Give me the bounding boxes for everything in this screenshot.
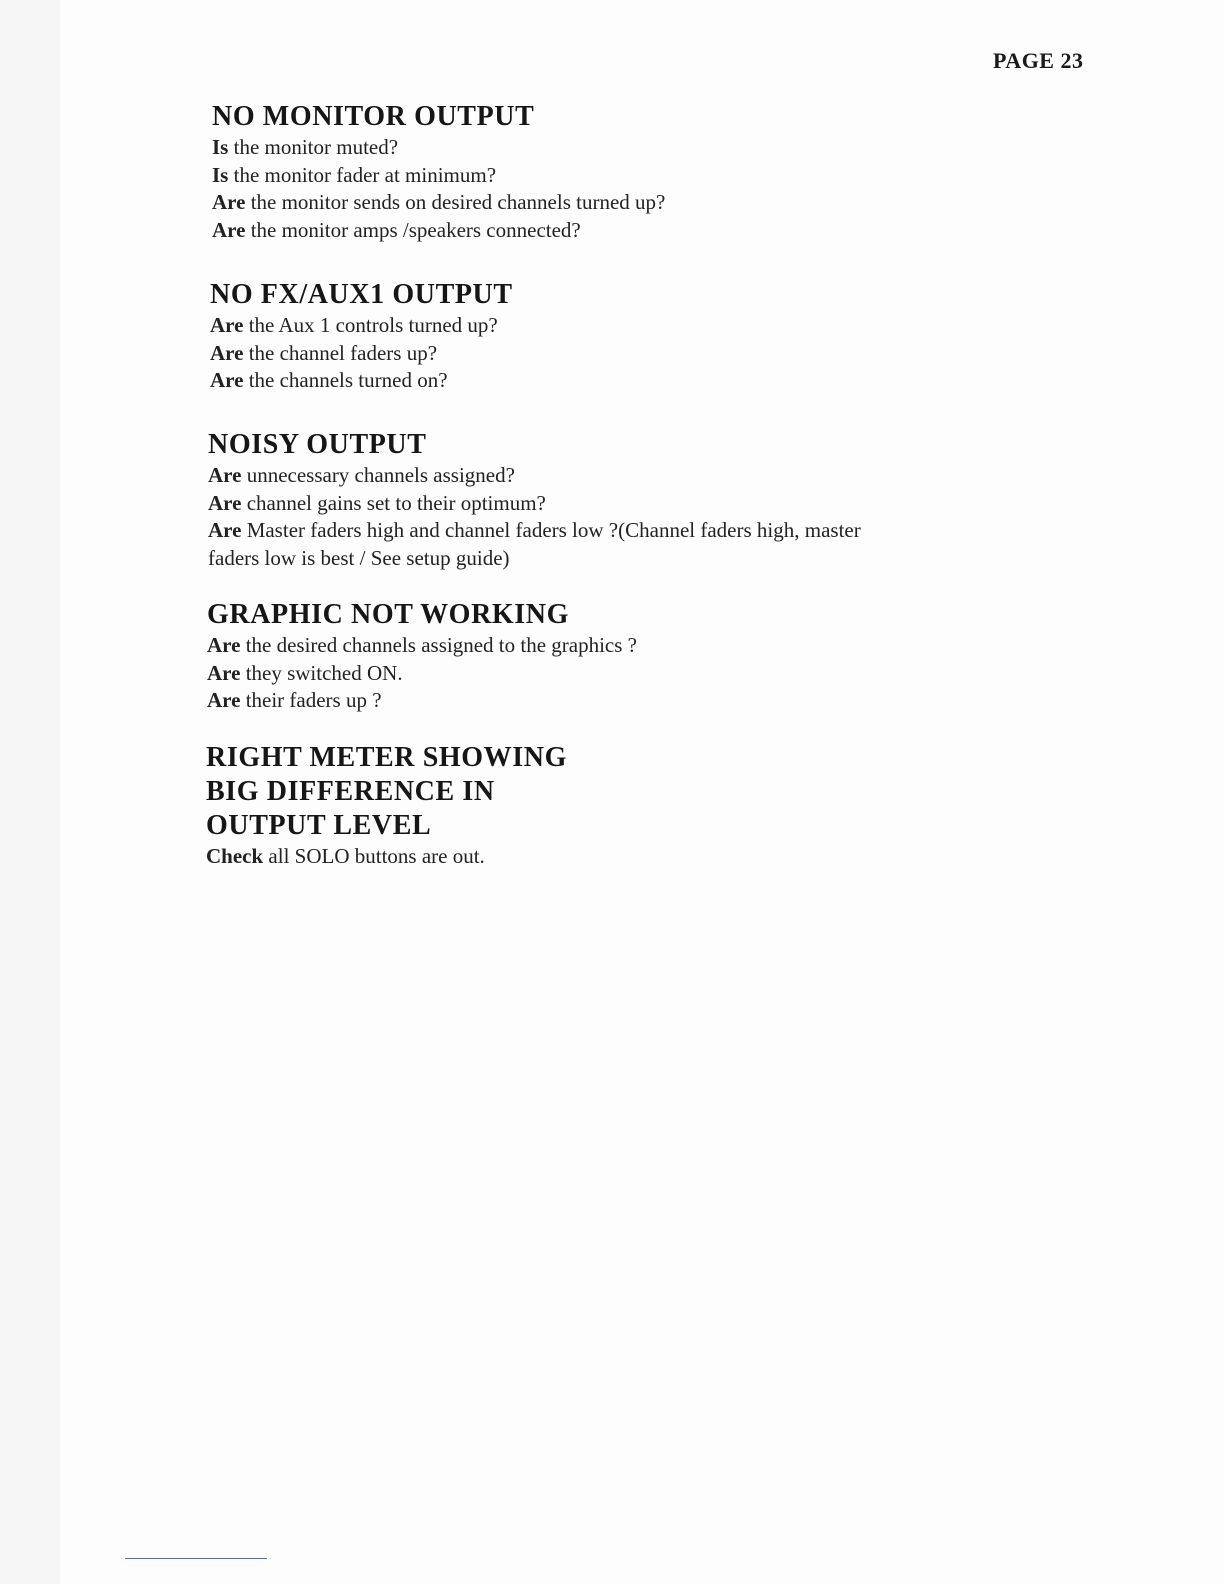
checklist-item: Are the monitor amps /speakers connected? [212,217,581,242]
section-heading: NO MONITOR OUTPUT [212,101,535,132]
checklist-item: Is the monitor fader at minimum? [212,162,497,187]
section-heading-line: OUTPUT LEVEL [206,810,432,841]
checklist-item: Are the monitor sends on desired channels turned up? [212,190,666,214]
checklist-item: Are the desired channels assigned to the graphics ? [207,633,637,657]
checklist-item: Check all SOLO buttons are out. [206,844,485,868]
checklist [206,843,567,871]
checklist-item: Are Master faders high and channel faders low ?(Channel faders high, master faders low is best / See setup guide) [208,518,861,570]
section-heading: GRAPHIC NOT WORKING [207,599,569,630]
checklist [207,632,637,715]
checklist-item: Are unnecessary channels assigned? [208,463,515,487]
checklist [208,462,868,572]
section-heading: NO FX/AUX1 OUTPUT [210,279,513,310]
checklist [212,134,665,244]
checklist-item: Are channel gains set to their optimum? [208,490,546,515]
checklist-item: Is the monitor muted? [212,135,399,159]
checklist [210,312,513,395]
checklist-item: Are their faders up ? [207,688,382,712]
checklist-item: Are they switched ON. [207,660,403,685]
section-noisy-output [208,428,868,572]
checklist-item: Are the channel faders up? [210,340,438,365]
section-right-meter [206,741,567,871]
section-heading-line: BIG DIFFERENCE IN [206,776,495,807]
page-number: PAGE 23 [993,48,1084,73]
section-heading: NOISY OUTPUT [208,429,427,460]
section-graphic-not-working [207,598,637,715]
section-no-monitor-output [212,100,665,244]
footer-rule [125,1558,267,1559]
section-heading-line: RIGHT METER SHOWING [206,742,567,773]
checklist-item: Are the Aux 1 controls turned up? [210,313,498,337]
scan-margin-shade [0,0,60,1584]
checklist-item: Are the channels turned on? [210,368,448,392]
section-no-fx-aux1-output [210,278,513,395]
